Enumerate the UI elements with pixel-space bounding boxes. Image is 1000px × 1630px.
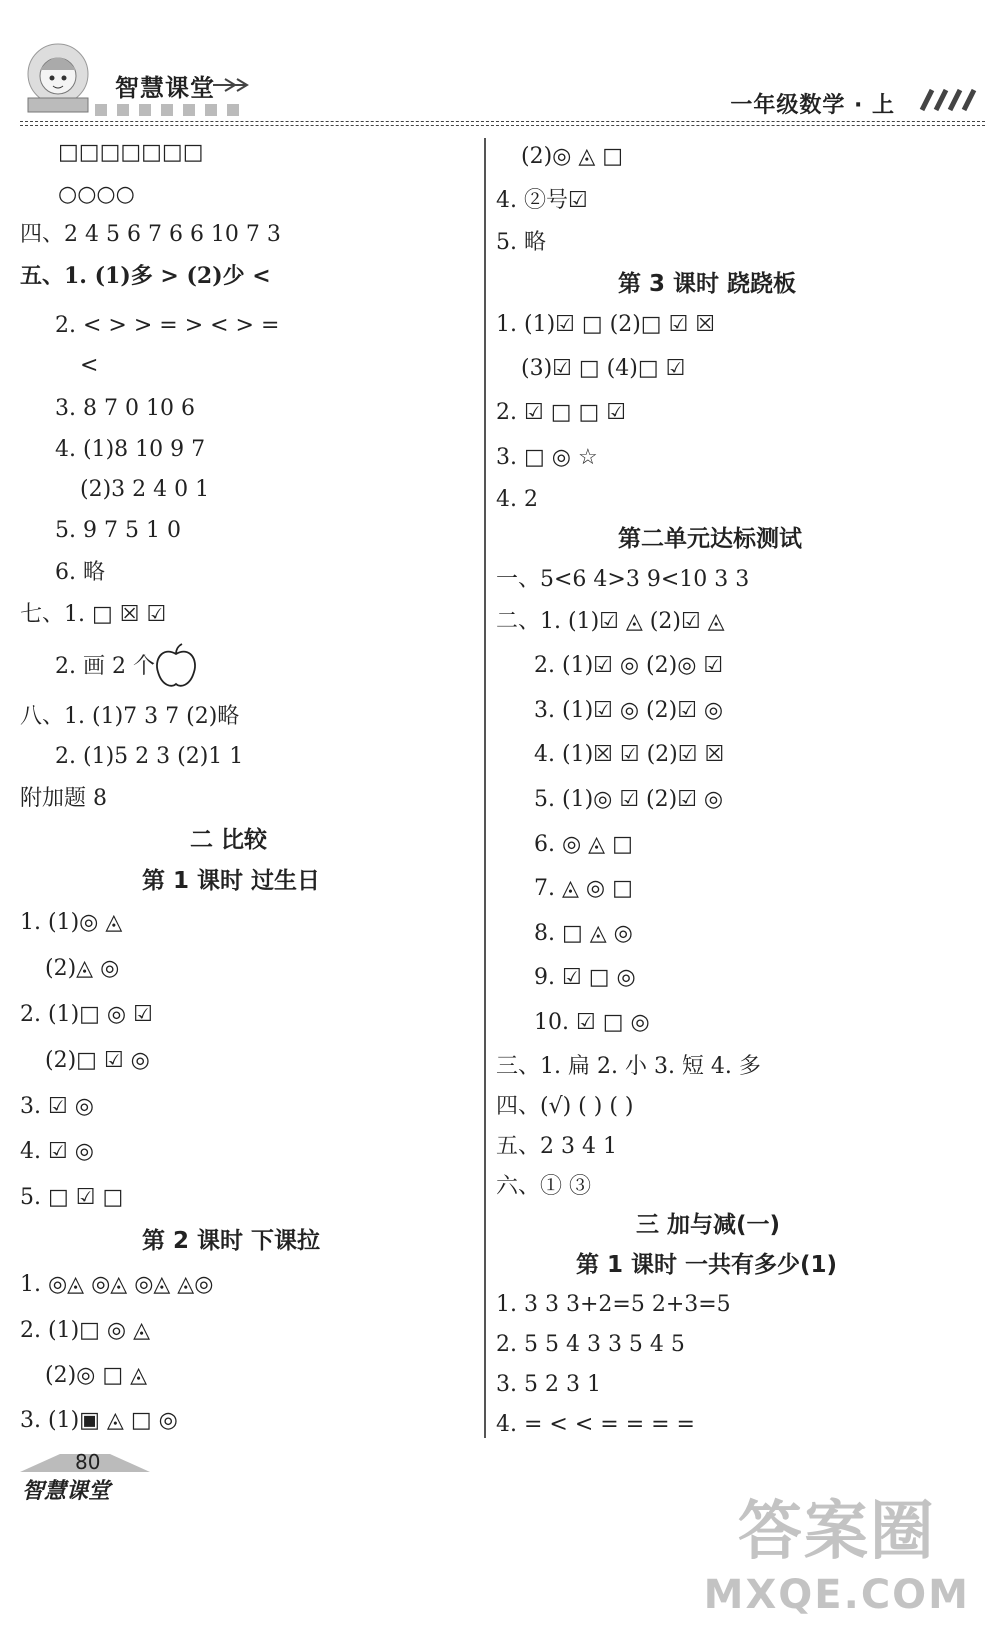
answer-line: 5. 略	[496, 230, 546, 255]
column-divider	[484, 138, 486, 1438]
answer-line: (2)□ ☑ ◎	[45, 1048, 150, 1073]
lesson-title: 第 1 课时 过生日	[142, 868, 321, 894]
arrow-icon	[213, 78, 253, 92]
answer-line: 一、5<6 4>3 9<10 3 3	[496, 567, 750, 592]
answer-line: 2. (1)□ ◎ ◬	[20, 1318, 151, 1343]
answer-line: 六、① ③	[496, 1174, 591, 1199]
header-squares-decoration	[95, 101, 249, 115]
answer-line: 二、1. (1)☑ ◬ (2)☑ ◬	[496, 609, 725, 634]
answer-line: 3. (1)▣ ◬ □ ◎	[20, 1408, 178, 1433]
section-title: 三 加与减(一)	[636, 1212, 781, 1238]
answer-line: (2)3 2 4 0 1	[80, 477, 210, 502]
apple-icon	[152, 642, 200, 690]
answer-line: 4. 2	[496, 487, 538, 512]
answer-line: 5. (1)◎ ☑ (2)☑ ◎	[534, 787, 724, 812]
lesson-title: 第 3 课时 跷跷板	[618, 271, 797, 297]
mascot-girl-icon	[20, 40, 100, 120]
answer-line: <	[80, 353, 99, 378]
answer-line: 1. (1)☑ □ (2)□ ☑ ☒	[496, 312, 716, 337]
answer-line: 五、2 3 4 1	[496, 1134, 617, 1159]
answer-line: □□□□□□□	[58, 140, 204, 165]
page-header	[0, 0, 1000, 130]
answer-line: 2. ☑ □ □ ☑	[496, 400, 626, 425]
answer-line: (2)◎ □ ◬	[45, 1363, 148, 1388]
answer-line: 5. 9 7 5 1 0	[55, 518, 181, 543]
answer-line: 2. (1)5 2 3 (2)1 1	[55, 744, 244, 769]
answer-line: 4. ☑ ◎	[20, 1139, 94, 1164]
answer-line: 2. (1)☑ ◎ (2)◎ ☑	[534, 653, 724, 678]
header-brand: 智慧课堂	[115, 74, 215, 102]
answer-line: 2. (1)□ ◎ ☑	[20, 1002, 153, 1027]
answer-line: 五、1. (1)多 > (2)少 <	[20, 263, 271, 289]
answer-line: (2)◎ ◬ □	[521, 144, 624, 169]
page-number: 80	[75, 1450, 101, 1474]
answer-line: 附加题 8	[20, 786, 107, 811]
answer-line: 10. ☑ □ ◎	[534, 1010, 650, 1035]
answer-line: (2)◬ ◎	[45, 956, 120, 981]
answer-line: 2. 画 2 个	[55, 654, 155, 679]
answer-line: 3. 8 7 0 10 6	[55, 396, 195, 421]
answer-line: 3. □ ◎ ☆	[496, 445, 598, 470]
answer-line: 1. 3 3 3+2=5 2+3=5	[496, 1292, 731, 1317]
answer-line: 2. < > > = > < > =	[55, 313, 280, 338]
header-rule	[20, 121, 985, 122]
watermark	[704, 1480, 970, 1618]
answer-line: 7. ◬ ◎ □	[534, 876, 633, 901]
answer-line: 四、(√) ( ) ( )	[496, 1094, 634, 1119]
answer-line: 七、1. □ ☒ ☑	[20, 602, 167, 627]
watermark-url: MXQE.COM	[703, 1572, 970, 1618]
answer-line: ○○○○	[58, 182, 135, 207]
answer-line: 4. ②号☑	[496, 188, 588, 213]
section-title: 第二单元达标测试	[618, 526, 802, 552]
answer-line: 八、1. (1)7 3 7 (2)略	[20, 704, 240, 729]
lesson-title: 第 2 课时 下课拉	[142, 1228, 321, 1254]
answer-line: 3. ☑ ◎	[20, 1094, 94, 1119]
answer-line: 8. □ ◬ ◎	[534, 921, 633, 946]
answer-line: 9. ☑ □ ◎	[534, 965, 636, 990]
header-rule	[20, 125, 985, 126]
answer-line: 6. 略	[55, 560, 105, 585]
watermark-title: 答案圈	[737, 1495, 936, 1569]
answer-line: 4. (1)☒ ☑ (2)☑ ☒	[534, 742, 725, 767]
answer-line: 四、2 4 5 6 7 6 6 10 7 3	[20, 222, 281, 247]
subject-label: 一年级数学 · 上	[730, 93, 895, 118]
section-title: 二 比较	[190, 827, 268, 853]
answer-line: 4. = < < = = = =	[496, 1412, 695, 1437]
answer-line: 2. 5 5 4 3 3 5 4 5	[496, 1332, 685, 1357]
answer-line: 6. ◎ ◬ □	[534, 832, 633, 857]
answer-line: 4. (1)8 10 9 7	[55, 437, 206, 462]
answer-line: (3)☑ □ (4)□ ☑	[521, 356, 686, 381]
slashes-decoration-icon	[912, 88, 982, 112]
answer-line: 1. (1)◎ ◬	[20, 910, 123, 935]
footer-brand: 智慧课堂	[22, 1479, 111, 1504]
answer-line: 1. ◎◬ ◎◬ ◎◬ ◬◎	[20, 1272, 214, 1297]
answer-line: 5. □ ☑ □	[20, 1185, 124, 1210]
answer-line: 3. (1)☑ ◎ (2)☑ ◎	[534, 698, 724, 723]
answer-line: 三、1. 扁 2. 小 3. 短 4. 多	[496, 1054, 761, 1079]
lesson-title: 第 1 课时 一共有多少(1)	[576, 1252, 838, 1278]
answer-line: 3. 5 2 3 1	[496, 1372, 601, 1397]
